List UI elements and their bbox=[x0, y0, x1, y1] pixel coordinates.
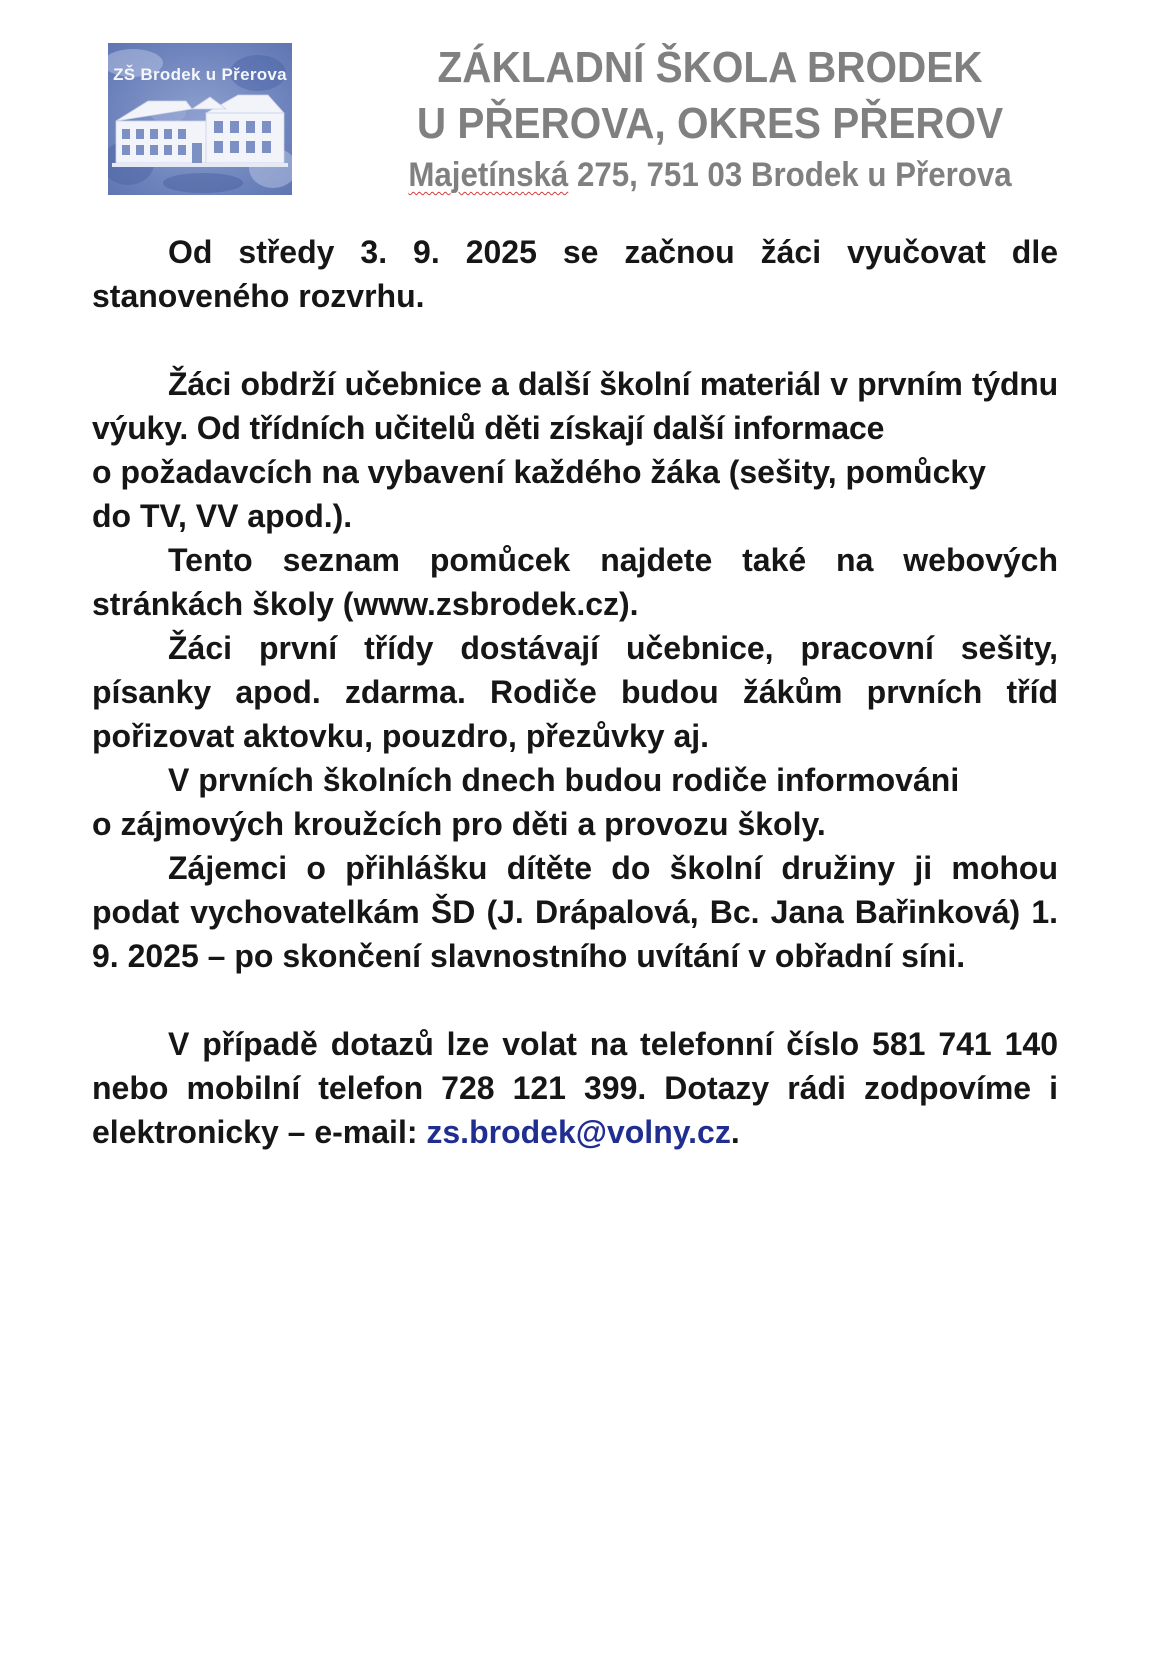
announcement-body bbox=[92, 230, 1058, 1154]
paragraph-supplies-list: Tento seznam pomůcek najdete také na webových stránkách školy (www.zsbrodek.cz). bbox=[92, 542, 1058, 622]
contact-end: . bbox=[730, 1114, 740, 1150]
school-name-line1: ZÁKLADNÍ ŠKOLA BRODEK bbox=[437, 43, 983, 92]
paragraph-first-grade: Žáci první třídy dostávají učebnice, pracovní sešity, písanky apod. zdarma. Rodiče budou žákům prvních tříd pořizovat aktovku, pouzdro, přezůvky aj. bbox=[92, 630, 1058, 754]
school-address bbox=[370, 152, 1051, 198]
address-street: Majetínská bbox=[408, 156, 569, 194]
paragraph-textbooks-line3: do TV, VV apod.). bbox=[92, 498, 353, 534]
logo-caption: ZŠ Brodek u Přerova bbox=[113, 65, 287, 84]
paragraph-gap bbox=[92, 318, 1058, 362]
paragraph-contact bbox=[92, 1022, 1058, 1154]
email-link[interactable]: zs.brodek@volny.cz bbox=[426, 1114, 731, 1150]
paragraph-after-school-club: Zájemci o přihlášku dítěte do školní družiny ji mohou podat vychovatelkám ŠD (J. Drápalová, Bc. Jana Bařinková) 1. 9. 2025 – po skončení slavnostního uvítání v obřadní síni. bbox=[92, 850, 1058, 974]
paragraph-textbooks: Žáci obdrží učebnice a další školní materiál v prvním týdnu výuky. Od třídních učitelů děti získají další informace bbox=[92, 366, 1058, 446]
paragraph-textbooks-line2: o požadavcích na vybavení každého žáka (sešity, pomůcky bbox=[92, 454, 986, 490]
school-name-line2: U PŘEROVA, OKRES PŘEROV bbox=[416, 99, 1004, 148]
paragraph-start-date: Od středy 3. 9. 2025 se začnou žáci vyučovat dle stanoveného rozvrhu. bbox=[92, 234, 1058, 314]
paragraph-gap bbox=[92, 978, 1058, 1022]
address-rest: 275, 751 03 Brodek u Přerova bbox=[568, 156, 1012, 194]
contact-text: V případě dotazů lze volat na telefonní číslo 581 741 140 nebo mobilní telefon 728 121 399. Dotazy rádi zodpovíme i elektronicky – e-mail: bbox=[92, 1026, 1058, 1150]
paragraph-parents-info-line2: o zájmových kroužcích pro děti a provozu školy. bbox=[92, 806, 826, 842]
school-logo bbox=[108, 43, 292, 195]
paragraph-parents-info-line1: V prvních školních dnech budou rodiče informováni bbox=[168, 762, 960, 798]
letterhead bbox=[340, 40, 1080, 198]
